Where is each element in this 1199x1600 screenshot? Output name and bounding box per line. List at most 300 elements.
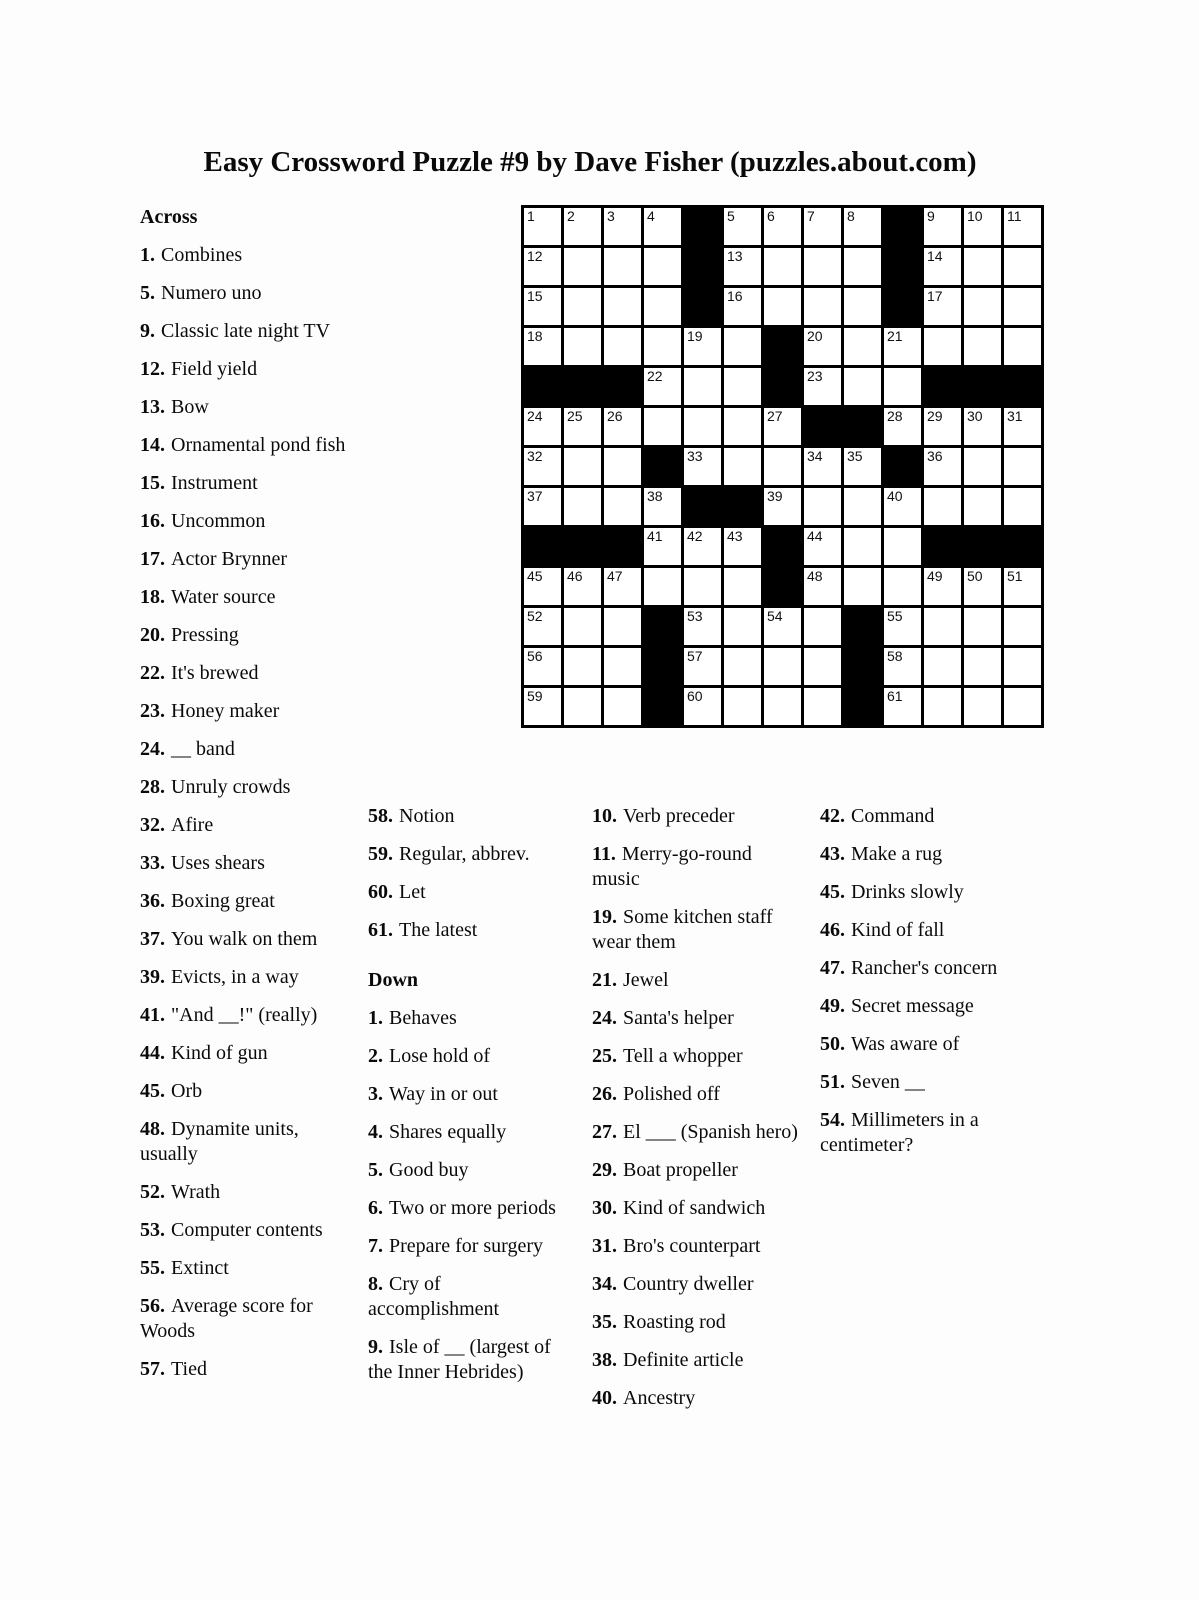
clue-number: 45. [140, 1080, 165, 1102]
grid-cell[interactable] [843, 247, 883, 287]
grid-cell[interactable] [1003, 327, 1043, 367]
grid-cell[interactable] [963, 407, 1003, 447]
clue-number: 26. [592, 1083, 617, 1105]
clue [368, 1158, 570, 1183]
grid-cell[interactable] [563, 407, 603, 447]
clue [140, 699, 356, 724]
grid-cell[interactable] [523, 687, 563, 727]
clue [592, 905, 804, 955]
grid-cell[interactable] [603, 247, 643, 287]
grid-cell[interactable] [523, 327, 563, 367]
grid-cell[interactable] [803, 567, 843, 607]
grid-cell[interactable] [643, 207, 683, 247]
grid-cell-number: 5 [727, 208, 735, 224]
grid-cell-number: 55 [887, 608, 903, 624]
clue-text: Uncommon [171, 510, 266, 532]
grid-cell[interactable] [803, 687, 843, 727]
grid-cell[interactable] [603, 567, 643, 607]
grid-cell[interactable] [803, 527, 843, 567]
grid-cell[interactable] [843, 527, 883, 567]
grid-cell[interactable] [683, 327, 723, 367]
clue [140, 433, 356, 458]
grid-cell[interactable] [683, 687, 723, 727]
clue-text: Millimeters in a centimeter? [820, 1109, 979, 1156]
grid-cell[interactable] [963, 647, 1003, 687]
grid-cell[interactable] [883, 607, 923, 647]
grid-cell[interactable] [523, 407, 563, 447]
grid-cell-black [763, 527, 803, 567]
grid-cell[interactable] [603, 447, 643, 487]
grid-cell-number: 33 [687, 448, 703, 464]
grid-cell[interactable] [843, 367, 883, 407]
grid-cell[interactable] [603, 647, 643, 687]
grid-cell[interactable] [883, 407, 923, 447]
grid-cell[interactable] [963, 487, 1003, 527]
clue-number: 9. [140, 320, 155, 342]
grid-cell[interactable] [843, 487, 883, 527]
clue-text: Santa's helper [623, 1007, 734, 1029]
grid-cell[interactable] [723, 567, 763, 607]
grid-cell[interactable] [683, 407, 723, 447]
grid-cell[interactable] [1003, 247, 1043, 287]
grid-cell[interactable] [563, 487, 603, 527]
clue-number: 34. [592, 1273, 617, 1295]
grid-cell[interactable] [603, 607, 643, 647]
clue-number: 18. [140, 586, 165, 608]
grid-cell-black [763, 567, 803, 607]
grid-cell[interactable] [923, 687, 963, 727]
clue-text: Instrument [171, 472, 258, 494]
grid-cell[interactable] [763, 647, 803, 687]
grid-cell[interactable] [1003, 647, 1043, 687]
grid-cell[interactable] [603, 207, 643, 247]
clue-number: 6. [368, 1197, 383, 1219]
grid-cell[interactable] [523, 647, 563, 687]
clue [592, 1234, 804, 1259]
grid-cell-black [563, 527, 603, 567]
grid-cell-number: 44 [807, 528, 823, 544]
grid-cell[interactable] [963, 607, 1003, 647]
grid-cell[interactable] [603, 327, 643, 367]
grid-cell[interactable] [843, 207, 883, 247]
grid-cell[interactable] [523, 607, 563, 647]
grid-cell[interactable] [723, 287, 763, 327]
grid-cell[interactable] [723, 687, 763, 727]
clue-number: 11. [592, 843, 616, 865]
grid-cell[interactable] [643, 327, 683, 367]
grid-cell[interactable] [563, 327, 603, 367]
grid-cell[interactable] [603, 407, 643, 447]
grid-cell[interactable] [723, 247, 763, 287]
clue [140, 1041, 356, 1066]
clue-text: Roasting rod [623, 1311, 726, 1333]
clue [140, 1117, 356, 1167]
grid-cell[interactable] [763, 407, 803, 447]
clue-text: Notion [399, 805, 455, 827]
grid-cell[interactable] [643, 367, 683, 407]
grid-cell[interactable] [723, 367, 763, 407]
clue-text: Unruly crowds [171, 776, 291, 798]
grid-cell[interactable] [1003, 287, 1043, 327]
clue-text: Computer contents [171, 1219, 323, 1241]
grid-cell[interactable] [763, 687, 803, 727]
clue-text: Boxing great [171, 890, 275, 912]
grid-cell[interactable] [1003, 567, 1043, 607]
grid-cell[interactable] [563, 287, 603, 327]
clue-text: Bro's counterpart [623, 1235, 761, 1257]
grid-cell[interactable] [883, 687, 923, 727]
grid-cell[interactable] [563, 607, 603, 647]
clue-number: 30. [592, 1197, 617, 1219]
grid-cell[interactable] [883, 367, 923, 407]
grid-cell-number: 35 [847, 448, 863, 464]
grid-cell[interactable] [563, 647, 603, 687]
grid-cell-black [1003, 367, 1043, 407]
grid-cell-black [603, 367, 643, 407]
grid-cell[interactable] [763, 207, 803, 247]
clue-number: 5. [368, 1159, 383, 1181]
clue [140, 1218, 356, 1243]
clue [592, 968, 804, 993]
clue [820, 842, 1020, 867]
grid-cell[interactable] [603, 287, 643, 327]
grid-cell[interactable] [563, 207, 603, 247]
grid-cell-number: 19 [687, 328, 703, 344]
grid-cell-black [643, 607, 683, 647]
clue [820, 804, 1020, 829]
grid-cell-number: 25 [567, 408, 583, 424]
grid-cell-number: 39 [767, 488, 783, 504]
clue-text: Polished off [623, 1083, 720, 1105]
grid-cell[interactable] [763, 447, 803, 487]
grid-cell[interactable] [523, 287, 563, 327]
grid-cell-number: 52 [527, 608, 543, 624]
grid-cell-number: 50 [967, 568, 983, 584]
grid-cell[interactable] [723, 447, 763, 487]
grid-cell[interactable] [723, 407, 763, 447]
grid-cell[interactable] [683, 567, 723, 607]
grid-cell[interactable] [803, 367, 843, 407]
grid-cell[interactable] [923, 327, 963, 367]
grid-cell[interactable] [883, 487, 923, 527]
clue-number: 33. [140, 852, 165, 874]
clue [592, 1082, 804, 1107]
grid-cell[interactable] [523, 207, 563, 247]
grid-cell[interactable] [803, 327, 843, 367]
crossword-grid [523, 207, 1043, 727]
clue-text: Water source [171, 586, 276, 608]
clue-number: 17. [140, 548, 165, 570]
clue [592, 1272, 804, 1297]
grid-cell[interactable] [843, 287, 883, 327]
grid-row [523, 647, 1043, 687]
grid-cell[interactable] [683, 367, 723, 407]
grid-cell-number: 4 [647, 208, 655, 224]
grid-cell-black [563, 367, 603, 407]
grid-cell[interactable] [523, 487, 563, 527]
grid-cell[interactable] [923, 567, 963, 607]
grid-cell[interactable] [723, 647, 763, 687]
grid-cell[interactable] [643, 407, 683, 447]
clue [820, 1032, 1020, 1057]
grid-cell[interactable] [643, 487, 683, 527]
grid-cell[interactable] [683, 647, 723, 687]
clue-number: 9. [368, 1336, 383, 1358]
grid-cell[interactable] [963, 287, 1003, 327]
clue-text: Uses shears [171, 852, 265, 874]
grid-cell-number: 28 [887, 408, 903, 424]
grid-cell[interactable] [1003, 487, 1043, 527]
clue-column [820, 804, 1020, 1171]
grid-cell-black [963, 367, 1003, 407]
grid-cell-black [883, 287, 923, 327]
grid-cell-black [963, 527, 1003, 567]
grid-cell-number: 42 [687, 528, 703, 544]
clue [140, 471, 356, 496]
clue [140, 1256, 356, 1281]
clue [140, 319, 356, 344]
grid-cell[interactable] [723, 607, 763, 647]
grid-row [523, 487, 1043, 527]
grid-cell[interactable] [803, 487, 843, 527]
grid-cell-number: 27 [767, 408, 783, 424]
grid-cell[interactable] [803, 607, 843, 647]
clue-text: Behaves [389, 1007, 457, 1029]
grid-cell-number: 38 [647, 488, 663, 504]
grid-cell[interactable] [603, 487, 643, 527]
clue-text: Lose hold of [389, 1045, 491, 1067]
grid-cell-number: 24 [527, 408, 543, 424]
grid-cell-number: 11 [1007, 208, 1022, 224]
clue-text: Isle of __ (largest of the Inner Hebrides) [368, 1336, 551, 1383]
clue-text: Kind of sandwich [623, 1197, 766, 1219]
clue-text: Drinks slowly [851, 881, 964, 903]
grid-cell[interactable] [643, 527, 683, 567]
grid-cell[interactable] [923, 407, 963, 447]
grid-cell-number: 3 [607, 208, 615, 224]
grid-row [523, 207, 1043, 247]
grid-cell[interactable] [803, 447, 843, 487]
clue [140, 661, 356, 686]
clue-text: Afire [171, 814, 214, 836]
clue-text: Bow [171, 396, 209, 418]
grid-cell-number: 57 [687, 648, 703, 664]
grid-cell[interactable] [563, 247, 603, 287]
grid-cell-black [843, 647, 883, 687]
grid-cell[interactable] [963, 207, 1003, 247]
grid-cell[interactable] [1003, 687, 1043, 727]
clue-number: 20. [140, 624, 165, 646]
clue-text: El ___ (Spanish hero) [623, 1121, 798, 1143]
grid-cell[interactable] [963, 327, 1003, 367]
grid-cell-number: 43 [727, 528, 743, 544]
grid-cell[interactable] [643, 287, 683, 327]
grid-cell-number: 49 [927, 568, 943, 584]
grid-cell[interactable] [603, 687, 643, 727]
grid-cell-black [643, 447, 683, 487]
clue-list-header: Down [368, 969, 419, 991]
clue [140, 1294, 356, 1344]
grid-cell-number: 29 [927, 408, 943, 424]
clue [592, 1348, 804, 1373]
clue-number: 19. [592, 906, 617, 928]
clue [140, 1180, 356, 1205]
grid-cell-number: 13 [727, 248, 743, 264]
grid-cell-number: 12 [527, 248, 543, 264]
clue [368, 1272, 570, 1322]
grid-cell[interactable] [563, 447, 603, 487]
clue-text: Numero uno [161, 282, 262, 304]
grid-cell[interactable] [803, 247, 843, 287]
grid-cell[interactable] [763, 287, 803, 327]
clue-number: 38. [592, 1349, 617, 1371]
grid-cell-black [843, 687, 883, 727]
grid-cell[interactable] [883, 567, 923, 607]
clue [140, 395, 356, 420]
clue-text: Actor Brynner [171, 548, 288, 570]
clue-text: The latest [399, 919, 478, 941]
grid-cell-number: 10 [967, 208, 983, 224]
grid-cell[interactable] [963, 447, 1003, 487]
grid-cell[interactable] [523, 247, 563, 287]
clue-text: Rancher's concern [851, 957, 998, 979]
grid-cell[interactable] [923, 647, 963, 687]
clue-text: Some kitchen staff wear them [592, 906, 773, 953]
grid-cell[interactable] [923, 247, 963, 287]
clue [820, 994, 1020, 1019]
clue-number: 55. [140, 1257, 165, 1279]
clue-number: 29. [592, 1159, 617, 1181]
clue [592, 1006, 804, 1031]
grid-row [523, 687, 1043, 727]
grid-cell[interactable] [1003, 447, 1043, 487]
grid-cell[interactable] [723, 207, 763, 247]
grid-cell[interactable] [683, 447, 723, 487]
clue [368, 1335, 570, 1385]
grid-cell-black [643, 687, 683, 727]
clue [592, 842, 804, 892]
grid-cell[interactable] [803, 207, 843, 247]
clue-text: Was aware of [851, 1033, 960, 1055]
grid-cell-black [603, 527, 643, 567]
grid-cell[interactable] [643, 247, 683, 287]
grid-cell-number: 31 [1007, 408, 1023, 424]
crossword-grid-table [521, 205, 1044, 728]
clue-number: 13. [140, 396, 165, 418]
clue [368, 1044, 570, 1069]
clue-text: Make a rug [851, 843, 943, 865]
grid-row [523, 407, 1043, 447]
grid-cell[interactable] [843, 567, 883, 607]
grid-cell-black [683, 247, 723, 287]
grid-cell-number: 9 [927, 208, 935, 224]
clue [592, 1386, 804, 1411]
clue [820, 956, 1020, 981]
grid-cell[interactable] [963, 687, 1003, 727]
grid-cell[interactable] [883, 327, 923, 367]
clue-number: 48. [140, 1118, 165, 1140]
clue [140, 1357, 356, 1382]
grid-cell[interactable] [843, 447, 883, 487]
grid-cell[interactable] [763, 607, 803, 647]
grid-cell-black [923, 527, 963, 567]
grid-cell[interactable] [923, 487, 963, 527]
grid-row [523, 447, 1043, 487]
clue [592, 804, 804, 829]
grid-cell[interactable] [763, 487, 803, 527]
grid-cell-number: 16 [727, 288, 743, 304]
grid-cell[interactable] [523, 567, 563, 607]
grid-cell[interactable] [883, 647, 923, 687]
grid-cell[interactable] [923, 287, 963, 327]
grid-cell[interactable] [723, 527, 763, 567]
grid-cell[interactable] [563, 687, 603, 727]
clue [140, 1079, 356, 1104]
clue [140, 737, 356, 762]
grid-cell[interactable] [803, 287, 843, 327]
clue-text: Orb [171, 1080, 203, 1102]
grid-cell[interactable] [723, 327, 763, 367]
clue-number: 35. [592, 1311, 617, 1333]
clue [140, 243, 356, 268]
grid-cell[interactable] [963, 567, 1003, 607]
grid-row [523, 567, 1043, 607]
crossword-grid-container [521, 205, 1044, 728]
clue-text: Honey maker [171, 700, 280, 722]
clue [820, 880, 1020, 905]
clue-number: 43. [820, 843, 845, 865]
grid-cell[interactable] [923, 207, 963, 247]
clue [140, 509, 356, 534]
clue-number: 15. [140, 472, 165, 494]
grid-cell-number: 60 [687, 688, 703, 704]
grid-cell[interactable] [683, 527, 723, 567]
grid-cell[interactable] [763, 247, 803, 287]
grid-cell[interactable] [923, 447, 963, 487]
clue [592, 1120, 804, 1145]
clue-number: 53. [140, 1219, 165, 1241]
clue-text: Regular, abbrev. [399, 843, 530, 865]
clue-text: Wrath [171, 1181, 221, 1203]
grid-cell[interactable] [923, 607, 963, 647]
grid-cell[interactable] [523, 447, 563, 487]
grid-cell[interactable] [563, 567, 603, 607]
clue-number: 56. [140, 1295, 165, 1317]
grid-cell[interactable] [963, 247, 1003, 287]
grid-cell[interactable] [843, 327, 883, 367]
clue [368, 1082, 570, 1107]
clue [140, 1003, 356, 1028]
grid-cell[interactable] [683, 607, 723, 647]
grid-cell[interactable] [1003, 207, 1043, 247]
clue-text: Two or more periods [389, 1197, 556, 1219]
grid-cell[interactable] [1003, 607, 1043, 647]
grid-cell-number: 34 [807, 448, 823, 464]
grid-cell[interactable] [803, 647, 843, 687]
clue [140, 927, 356, 952]
grid-cell[interactable] [1003, 407, 1043, 447]
clue-number: 59. [368, 843, 393, 865]
clue [140, 965, 356, 990]
clue-number: 22. [140, 662, 165, 684]
grid-cell-black [1003, 527, 1043, 567]
clue-number: 16. [140, 510, 165, 532]
grid-cell-black [803, 407, 843, 447]
grid-cell[interactable] [883, 527, 923, 567]
grid-cell-black [683, 207, 723, 247]
clue-text: Ancestry [623, 1387, 696, 1409]
grid-cell[interactable] [643, 567, 683, 607]
